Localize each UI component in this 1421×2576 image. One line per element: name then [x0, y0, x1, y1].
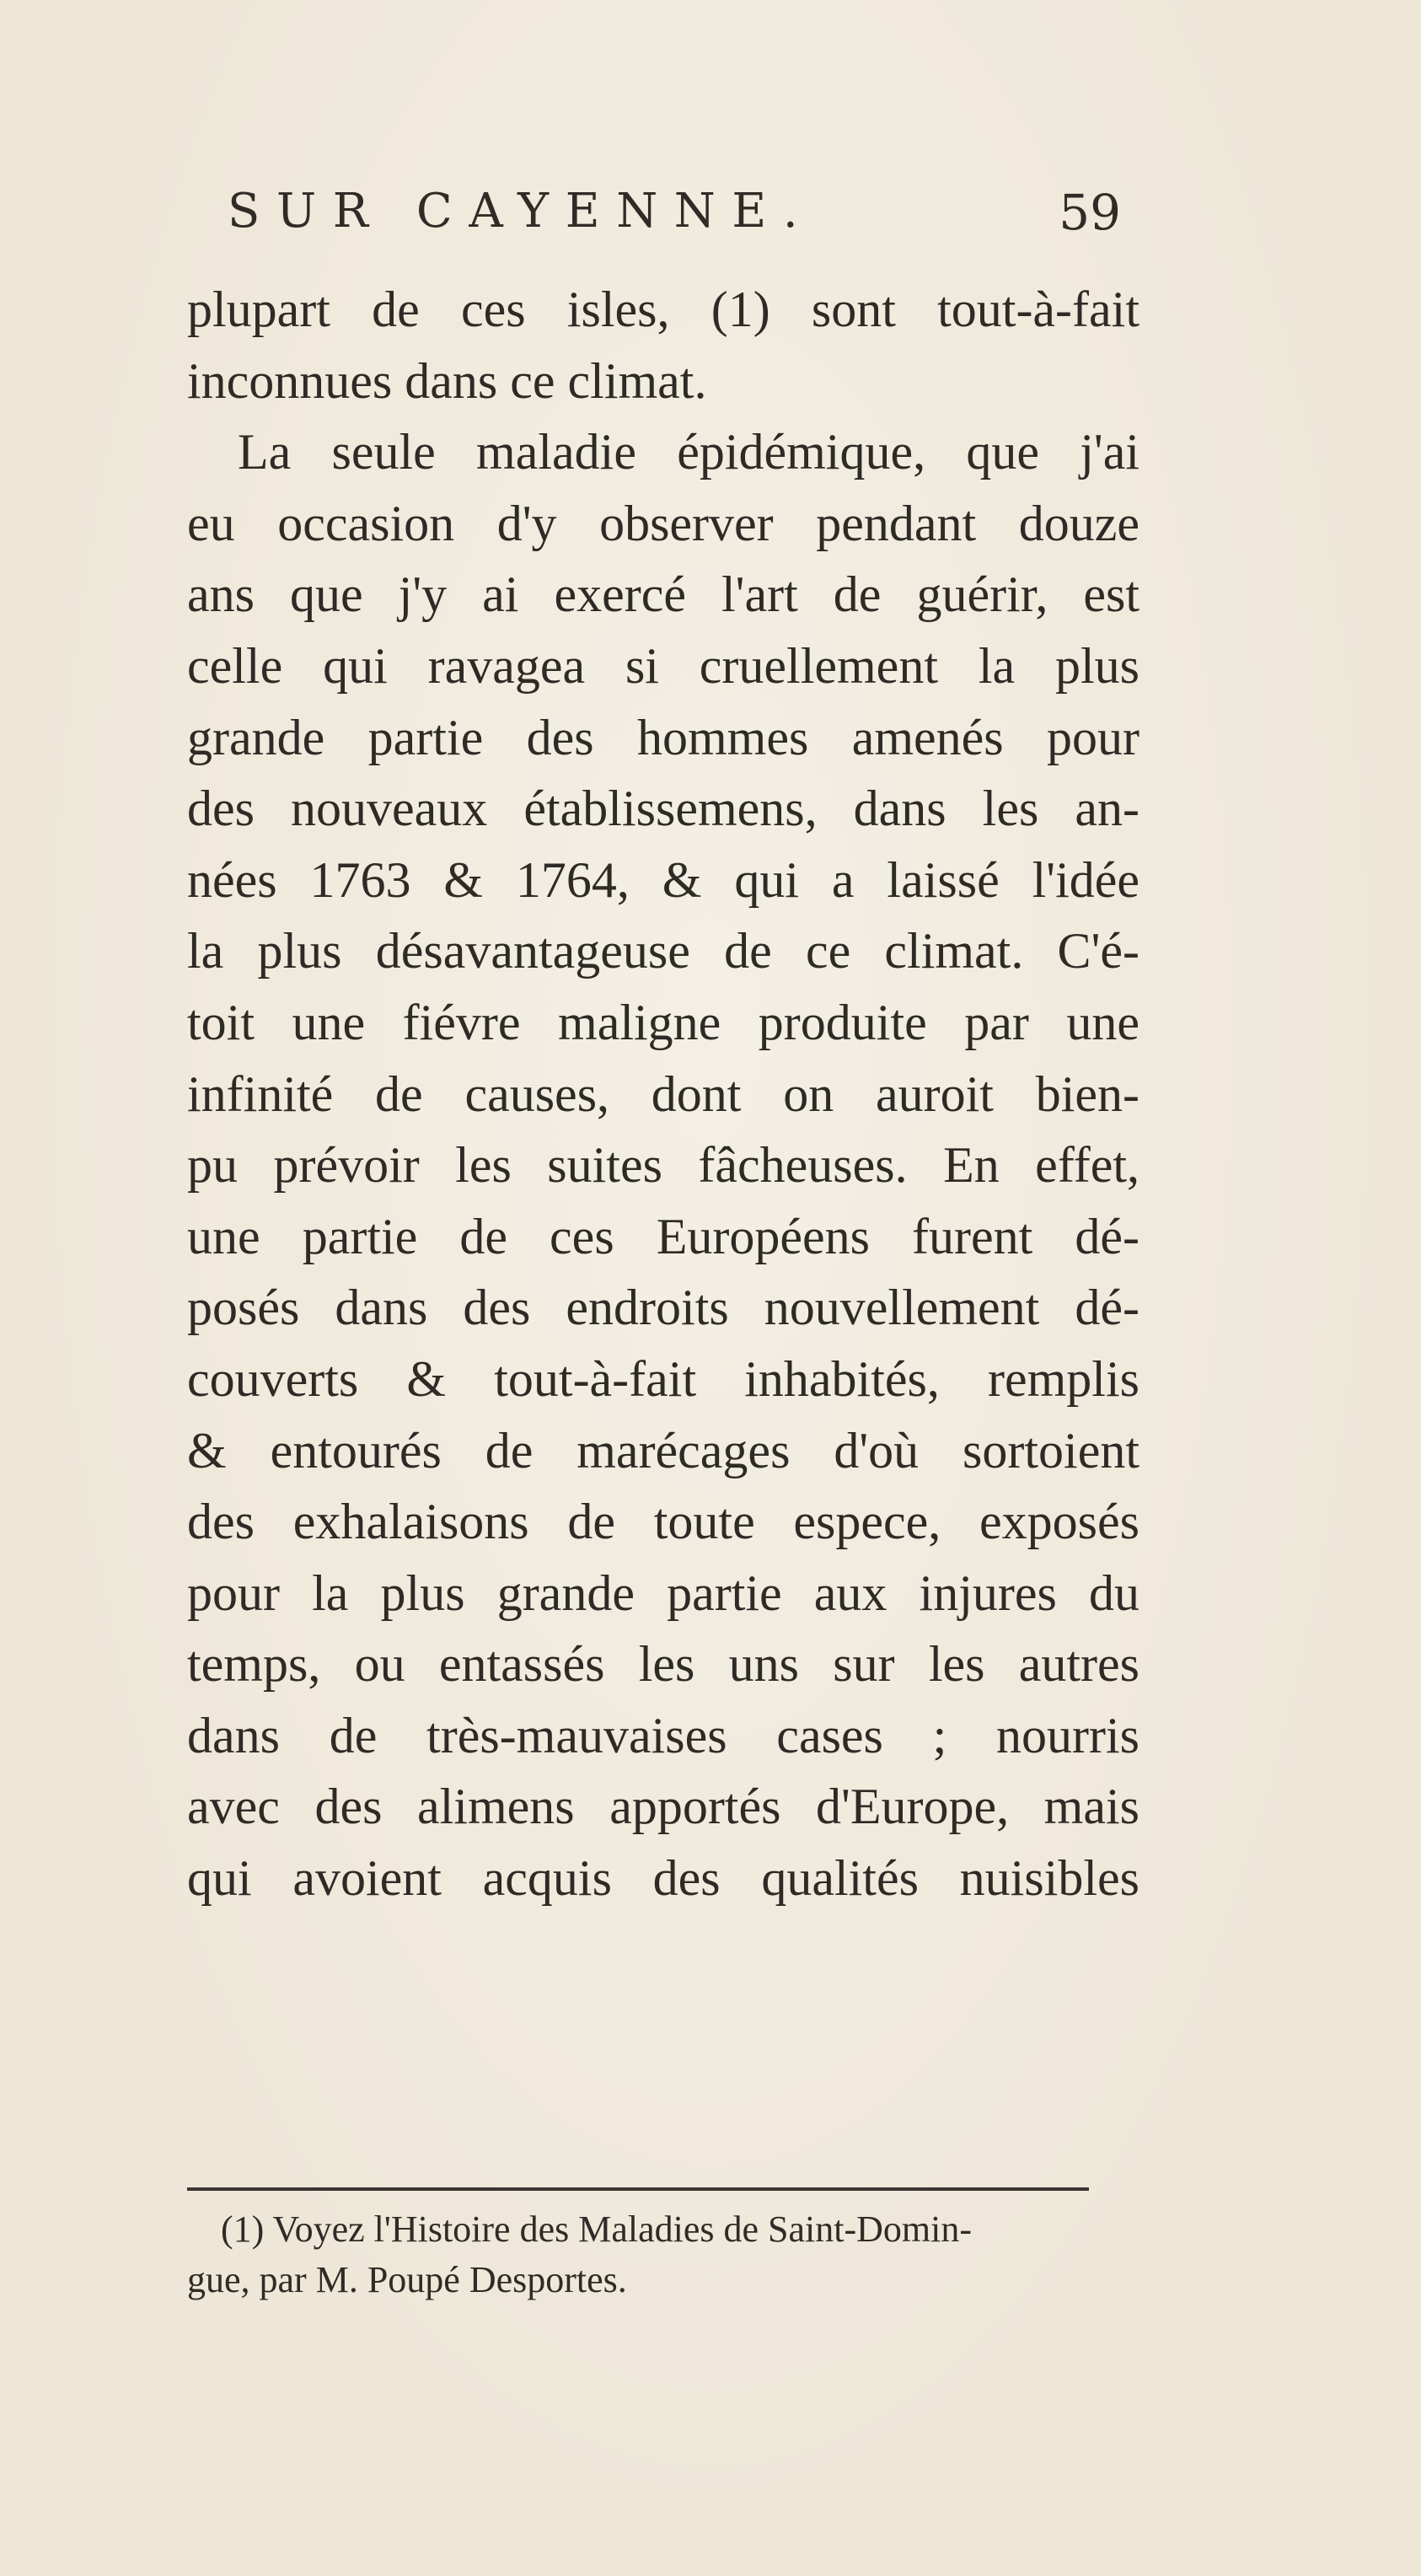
- page-header: [228, 184, 1121, 260]
- text-line: pu prévoir les suites fâcheuses. En effet,: [187, 1137, 1139, 1194]
- footnote-line: (1) Voyez l'Histoire des Maladies de Saint-Domin-: [221, 2208, 973, 2250]
- text-line: des nouveaux établissemens, dans les an-: [187, 781, 1139, 837]
- text-line: une partie de ces Européens furent dé-: [187, 1208, 1139, 1264]
- text-line: couverts & tout-à-fait inhabités, remplis: [187, 1350, 1139, 1407]
- text-line: infinité de causes, dont on auroit bien-: [187, 1065, 1139, 1122]
- text-line: eu occasion d'y observer pendant douze: [187, 495, 1139, 551]
- running-head: SUR CAYENNE.: [228, 184, 815, 239]
- text-line: qui avoient acquis des qualités nuisibles: [187, 1850, 1139, 1907]
- text-line: des exhalaisons de toute espece, exposés: [187, 1494, 1139, 1550]
- page-number: 59: [1059, 184, 1121, 241]
- text-line: avec des alimens apportés d'Europe, mais: [187, 1779, 1139, 1835]
- text-line: ans que j'y ai exercé l'art de guérir, est: [187, 566, 1139, 623]
- text-line: la plus désavantageuse de ce climat. C'é-: [187, 923, 1139, 979]
- text-line: dans de très-mauvaises cases ; nourris: [187, 1707, 1139, 1763]
- text-line: grande partie des hommes amenés pour: [187, 709, 1139, 765]
- text-line: plupart de ces isles, (1) sont tout-à-fait: [187, 282, 1139, 337]
- text-line: celle qui ravagea si cruellement la plus: [187, 637, 1139, 694]
- text-line: inconnues dans ce climat.: [187, 352, 707, 409]
- text-line: & entourés de marécages d'où sortoient: [187, 1422, 1139, 1479]
- footnote-rule: [187, 2187, 1089, 2191]
- text-line: temps, ou entassés les uns sur les autres: [187, 1636, 1139, 1693]
- text-line: pour la plus grande partie aux injures du: [187, 1564, 1139, 1621]
- body-text: [187, 274, 1139, 1914]
- footnote-line: gue, par M. Poupé Desportes.: [187, 2259, 627, 2300]
- text-line: nées 1763 & 1764, & qui a laissé l'idée: [187, 851, 1139, 908]
- text-line: posés dans des endroits nouvellement dé-: [187, 1280, 1139, 1336]
- text-line: toit une fiévre maligne produite par une: [187, 994, 1139, 1050]
- text-line: La seule maladie épidémique, que j'ai: [238, 424, 1139, 480]
- footnote: [187, 2204, 1123, 2305]
